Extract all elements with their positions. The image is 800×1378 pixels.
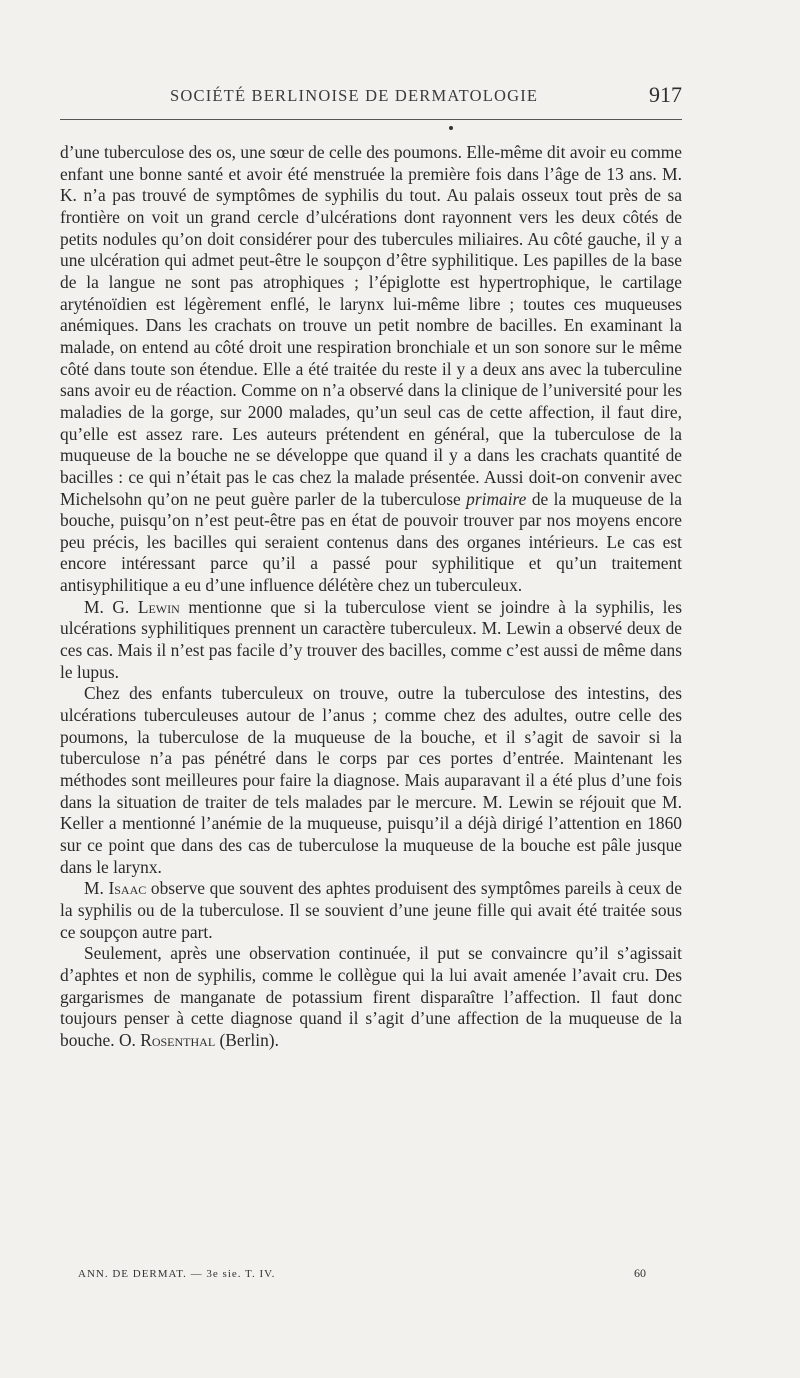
paragraph-3 bbox=[60, 683, 682, 878]
speaker-prefix: M. bbox=[84, 878, 104, 899]
running-title: SOCIÉTÉ BERLINOISE DE DERMATOLOGIE bbox=[170, 86, 539, 105]
header-dot bbox=[449, 126, 453, 130]
paragraph-2 bbox=[60, 597, 682, 684]
page-number: 917 bbox=[649, 82, 682, 107]
paragraph-1-end: de la muqueuse de la bouche, puisqu’on n’est peut-être pas en état de pouvoir trouver par nos moyens encore peu précis, les bacilles qui seraient contenus dans des organes intérieurs. Le cas est encore intéressant parce qu’il a passé pour syphilitique et qu’un traitement antisyphilitique a eu d’une influence délétère chez un tuberculeux. bbox=[60, 488, 682, 596]
paragraph-1-text: d’une tuberculose des os, une sœur de celle des poumons. Elle-même dit avoir eu comme enfant une bonne santé et avoir été menstruée la première fois dans l’âge de 13 ans. M. K. n’a pas trouvé de symptômes de syphilis du tout. Au palais osseux tout près de sa frontière on voit un grand cercle d’ulcérations dont rayonnent vers les deux côtés de petits nodules qu’on doit considérer pour des tubercules miliaires. Au côté gauche, il y a une ulcération qui admet peut-être le soupçon d’être syphilitique. Les papilles de la base de la langue ne sont pas atrophiques ; l’épiglotte est hypertrophique, le cartilage aryténoïdien est légèrement enflé, le larynx lui-même libre ; toutes ces muqueuses anémiques. Dans les crachats on trouve un petit nombre de bacilles. En examinant la malade, on entend au côté droit une respiration bronchiale et un son sonore sur le même côté dans toute son étendue. Elle a été traitée du reste il y a deux ans avec la tuberculine sans avoir eu de réaction. Comme on n’a observé dans la clinique de l’université pour les maladies de la gorge, sur 2000 malades, qu’un seul cas de cette affection, il faut dire, qu’elle est assez rare. Les auteurs prétendent en général, que la tuberculose de la muqueuse de la bouche ne se développe que quand il y a dans les crachats quantité de bacilles : ce qui n’était pas le cas chez la malade présentée. Aussi doit-on convenir avec Michelsohn qu’on ne peut guère parler de la tuberculose bbox=[60, 142, 682, 509]
footer-signature-number: 60 bbox=[634, 1266, 646, 1280]
footer-journal-ref: ANN. DE DERMAT. — 3e sie. T. IV. bbox=[78, 1268, 276, 1280]
paragraph-4-text: observe que souvent des aphtes produisent des symptômes pareils à ceux de la syphilis ou de la tuberculose. Il se souvient d’une jeune fille qui avait été traitée sous ce soupçon autre part. bbox=[60, 878, 682, 942]
signature-city: (Berlin). bbox=[219, 1029, 279, 1050]
speaker-name-isaac: Isaac bbox=[108, 878, 147, 899]
paragraph-1 bbox=[60, 142, 682, 597]
header-rule bbox=[60, 119, 682, 120]
signature-initial: O. bbox=[118, 1029, 136, 1050]
paragraph-2-text: mentionne que si la tuberculose vient se joindre à la syphilis, les ulcérations syphilitiques prennent un caractère tuberculeux. M. Lewin a observé deux de ces cas. Mais il n’est pas facile d’y trouver des bacilles, comme c’est aussi de même dans le lupus. bbox=[60, 596, 682, 682]
speaker-prefix: M. G. bbox=[84, 596, 130, 617]
signature-name: Rosenthal bbox=[140, 1029, 216, 1050]
page-header bbox=[60, 84, 684, 116]
speaker-name-lewin: Lewin bbox=[137, 596, 180, 617]
body-text bbox=[60, 142, 682, 1052]
paragraph-5 bbox=[60, 943, 682, 1051]
emphasis-primaire: primaire bbox=[466, 488, 527, 509]
paragraph-5-text: Seulement, après une observation continuée, il put se convaincre qu’il s’agissait d’aphtes et non de syphilis, comme le collègue qui la lui avait amenée l’avait cru. Des gargarismes de manganate de potassium firent disparaître l’affection. Il faut donc toujours penser à cette diagnose quand il s’agit d’une affection de la muqueuse de la bouche. bbox=[60, 943, 682, 1050]
paragraph-3-text: Chez des enfants tuberculeux on trouve, outre la tuberculose des intestins, des ulcérations tuberculeuses autour de l’anus ; comme chez des adultes, outre celle des poumons, la tuberculose de la muqueuse de la bouche, et il s’agit de savoir si la tuberculose n’a pas pénétré dans le corps par ces portes d’entrée. Maintenant les méthodes sont meilleures pour faire la diagnose. Mais auparavant il a été plus d’une fois dans la situation de traiter de tels malades par le mercure. M. Lewin se réjouit que M. Keller a mentionné l’anémie de la muqueuse, puisqu’il a déjà dirigé l’attention en 1860 sur ce point que dans des cas de tuberculose la muqueuse de la bouche est pâle jusque dans le larynx. bbox=[60, 683, 682, 877]
paragraph-4 bbox=[60, 878, 682, 943]
